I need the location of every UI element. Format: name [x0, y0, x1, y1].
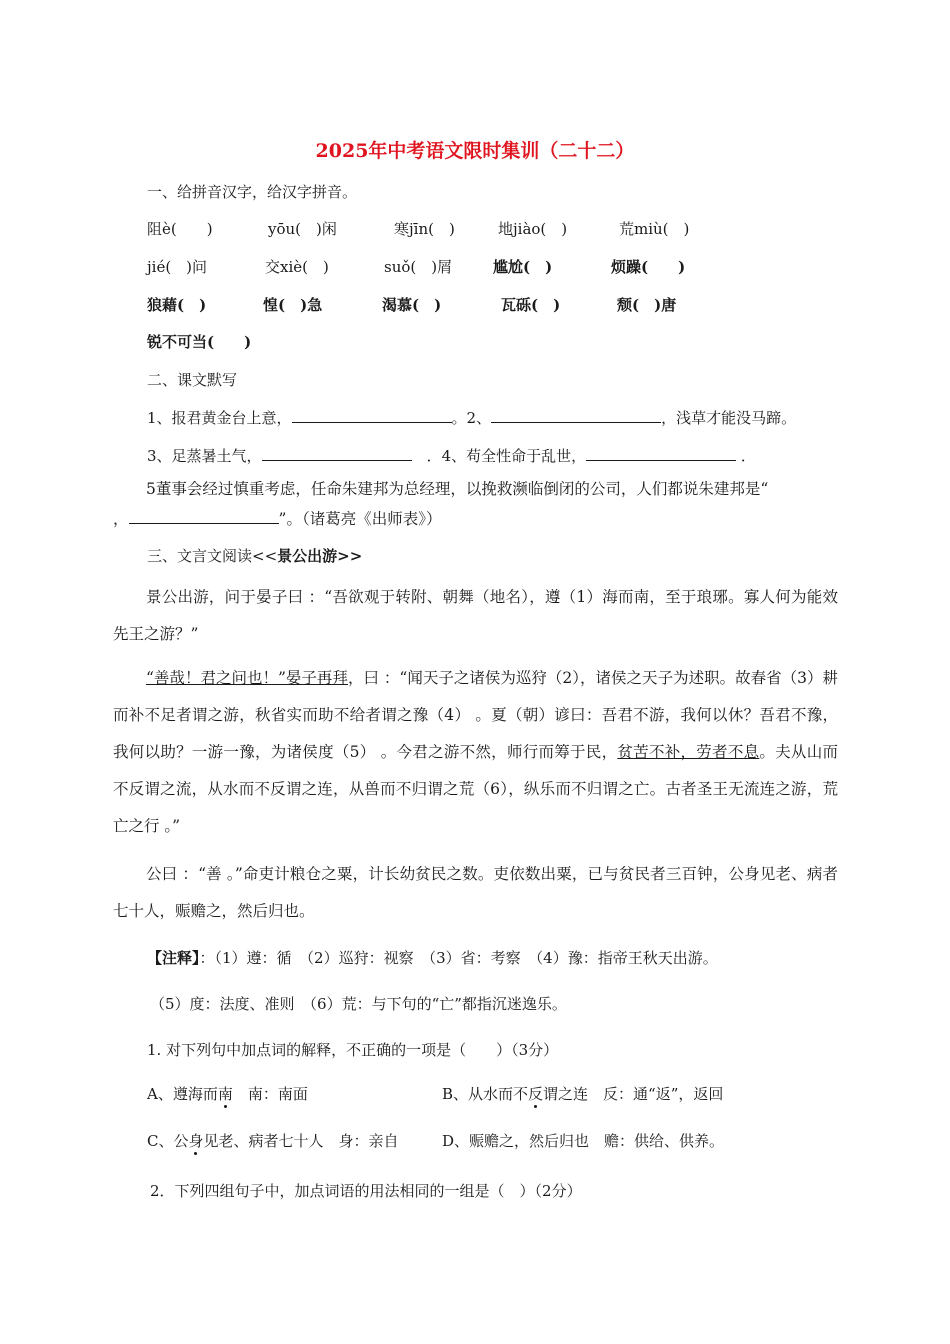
notes-line-2: （5）度：法度、准则 （6）荒：与下句的“亡”都指沉迷逸乐。: [150, 995, 567, 1013]
answer-blank[interactable]: [586, 446, 736, 461]
passage-para-1: 景公出游，问于晏子曰 ：“吾欲观于转附、朝舞（地名），遵（1）海而南，至于琅琊。寡人何为能效先王之游？”: [113, 588, 838, 643]
pinyin-item: 寒jīn( ): [394, 220, 455, 238]
answer-blank[interactable]: [262, 446, 412, 461]
pinyin-item: 阻è( ): [147, 220, 213, 238]
question-1: 1. 对下列句中加点词的解释，不正确的一项是（ ）（3分）: [147, 1041, 559, 1059]
pinyin-item: 渴慕( ): [382, 296, 442, 314]
page-title: 2025年中考语文限时集训（二十二）: [315, 140, 635, 162]
pinyin-item: suǒ( )屑: [384, 258, 453, 276]
pinyin-item: 烦躁( ): [611, 258, 686, 276]
section3-heading: 三、文言文阅读<<景公出游>>: [147, 547, 363, 565]
option-d: D、赈赡之，然后归也 赡：供给、供养。: [442, 1132, 725, 1150]
pinyin-item: 交xiè( ): [265, 258, 329, 276]
pinyin-item: 地jiào( ): [498, 220, 568, 238]
recitation-q5: 5董事会经过慎重考虑，任命朱建邦为总经理，以挽救濒临倒闭的公司，人们都说朱建邦是“ ， ”。（诸葛亮《出师表》）: [113, 480, 769, 528]
pinyin-item: 颓( )唐: [617, 296, 677, 314]
recitation-q1: 1、报君黄金台上意， 。2、 ，浅草才能没马蹄。: [147, 409, 797, 427]
section1-heading: 一、给拼音汉字，给汉字拼音。: [147, 183, 358, 201]
answer-blank[interactable]: [292, 408, 452, 423]
recitation-q3: 3、足蒸暑土气， ．4、苟全性命于乱世， ．: [147, 447, 756, 465]
answer-blank[interactable]: [491, 408, 661, 423]
option-a: A、遵海而南 南：南面: [147, 1085, 308, 1103]
pinyin-item: 狼藉( ): [147, 296, 207, 314]
notes-line-1: 【注释】：（1）遵：循 （2）巡狩：视察 （3）省：考察 （4）豫：指帝王秋天出游。: [147, 949, 718, 967]
pinyin-item: 惶( )急: [263, 296, 323, 314]
section2-heading: 二、课文默写: [147, 371, 238, 389]
option-c: C、公身见老、病者七十人 身：亲自: [147, 1132, 399, 1150]
pinyin-item: yōu( )闲: [268, 220, 337, 238]
passage-para-2: “善哉！君之问也！”晏子再拜，曰 ：“闻天子之诸侯为巡狩（2），诸侯之天子为述职。故春省（3）耕而补不足者谓之游，秋省实而助不给者谓之豫（4） 。夏（朝）谚曰：吾君不游，我何以休？吾君不豫，我何以助？一游一豫，为诸侯度（5） 。今君之游不然，师行而筹于民，贫苦不补，劳者不息。夫从山而不反谓之流，从水而不反谓之连，从兽而不归谓之荒（6），纵乐而不归谓之亡。古者圣王无流连之游，荒亡之行 。”: [113, 669, 838, 835]
pinyin-item: 荒miù( ): [619, 220, 690, 238]
passage-para-3: 公曰 ：“善 。”命吏计粮仓之粟，计长幼贫民之数。吏依数出粟，已与贫民者三百钟，公身见老、病者七十人，赈赡之，然后归也。: [113, 865, 838, 920]
pinyin-item: 锐不可当( ): [147, 333, 252, 351]
pinyin-item: 尴尬( ): [493, 258, 553, 276]
question-2: 2．下列四组句子中，加点词语的用法相同的一组是（ ）（2分）: [150, 1182, 582, 1200]
pinyin-item: 瓦砾( ): [501, 296, 561, 314]
answer-blank[interactable]: [129, 509, 279, 524]
pinyin-item: jié( )问: [147, 258, 208, 276]
option-b: B、从水而不反谓之连 反：通“返”，返回: [442, 1085, 724, 1103]
